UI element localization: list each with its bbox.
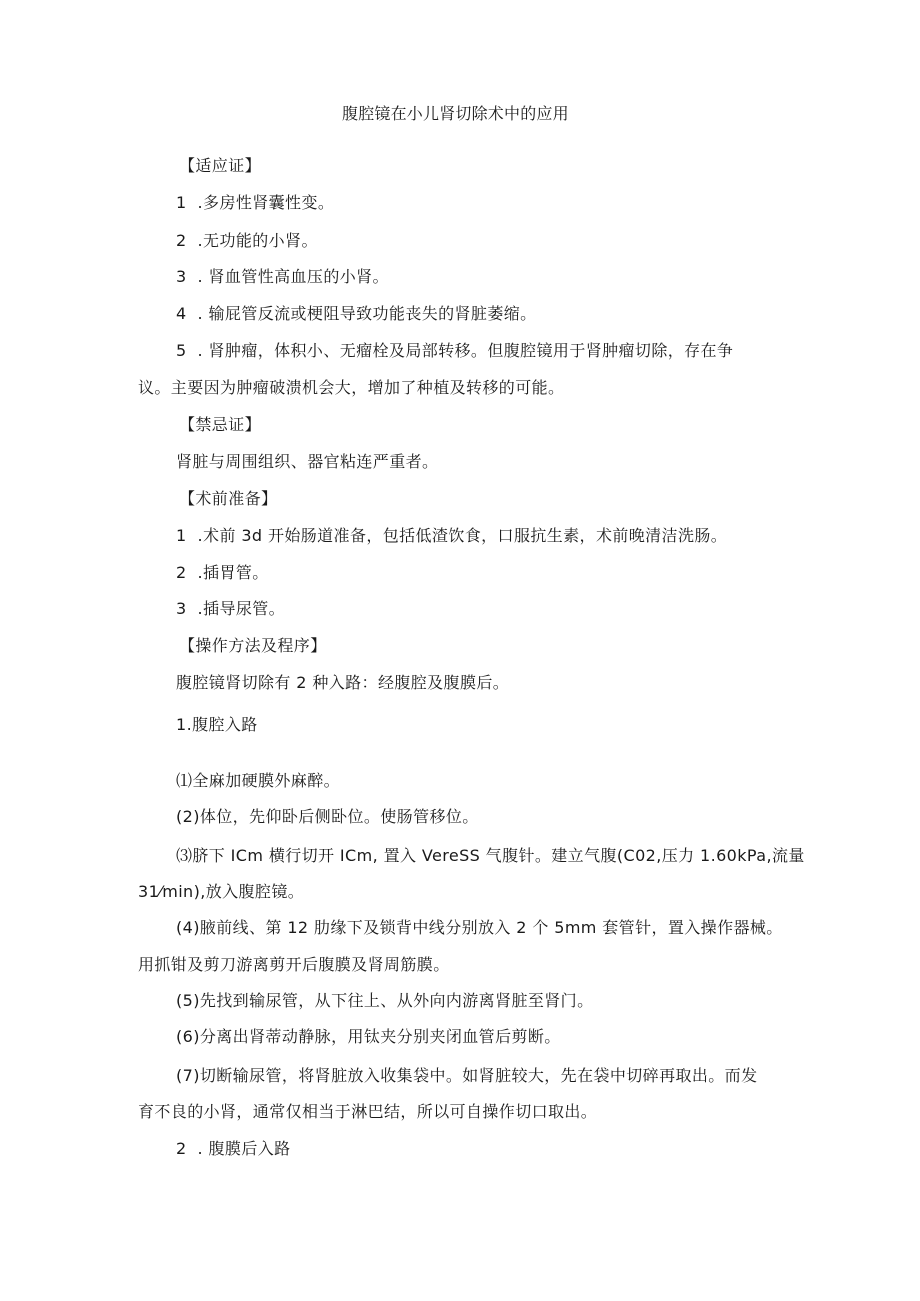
preop-item: 2 .插胃管。 bbox=[176, 563, 269, 582]
procedure-step: ⑴全麻加硬膜外麻醉。 bbox=[176, 771, 341, 790]
procedure-step: (2)体位，先仰卧后侧卧位。使肠管移位。 bbox=[176, 807, 479, 826]
procedure-step-continued: 31⁄min),放入腹腔镜。 bbox=[138, 882, 305, 901]
indication-item: 3 . 肾血管性高血压的小肾。 bbox=[176, 267, 389, 286]
preop-item: 1 .术前 3d 开始肠道准备，包括低渣饮食，口服抗生素，术前晚清洁洗肠。 bbox=[176, 526, 728, 545]
indication-item: 5 . 肾肿瘤，体积小、无瘤栓及局部转移。但腹腔镜用于肾肿瘤切除，存在争 bbox=[176, 341, 734, 360]
contraindications-heading: 【禁忌证】 bbox=[179, 415, 262, 434]
procedure-step: ⑶脐下 ICm 横行切开 ICm, 置入 VereSS 气腹针。建立气腹(C02,压力 1.60kPa,流量 bbox=[176, 846, 805, 865]
preop-item: 3 .插导尿管。 bbox=[176, 599, 286, 618]
procedure-heading: 【操作方法及程序】 bbox=[179, 636, 327, 655]
procedure-intro: 腹腔镜肾切除有 2 种入路：经腹腔及腹膜后。 bbox=[176, 673, 510, 692]
procedure-step-continued: 育不良的小肾，通常仅相当于淋巴结，所以可自操作切口取出。 bbox=[138, 1102, 598, 1121]
indications-heading: 【适应证】 bbox=[179, 156, 262, 175]
indication-item: 1 .多房性肾囊性变。 bbox=[176, 193, 335, 212]
procedure-step: (5)先找到输尿管，从下往上、从外向内游离肾脏至肾门。 bbox=[176, 991, 594, 1010]
procedure-step: (7)切断输尿管，将肾脏放入收集袋中。如肾脏较大，先在袋中切碎再取出。而发 bbox=[176, 1066, 758, 1085]
indication-item: 4 . 输屁管反流或梗阻导致功能丧失的肾脏萎缩。 bbox=[176, 304, 537, 323]
indication-item: 2 .无功能的小肾。 bbox=[176, 231, 318, 250]
contraindications-text: 肾脏与周围组织、器官粘连严重者。 bbox=[176, 452, 439, 471]
indication-item-continued: 议。主要因为肿瘤破溃机会大，增加了种植及转移的可能。 bbox=[138, 378, 565, 397]
page-title: 腹腔镜在小儿肾切除术中的应用 bbox=[342, 104, 569, 123]
preop-heading: 【术前准备】 bbox=[179, 489, 278, 508]
procedure-step: (4)腋前线、第 12 肋缘下及锁背中线分别放入 2 个 5mm 套管针，置入操作器械。 bbox=[176, 918, 783, 937]
route-heading: 1.腹腔入路 bbox=[176, 715, 258, 734]
procedure-step: (6)分离出肾蒂动静脉，用钛夹分别夹闭血管后剪断。 bbox=[176, 1027, 561, 1046]
procedure-step-continued: 用抓钳及剪刀游离剪开后腹膜及肾周筋膜。 bbox=[138, 955, 450, 974]
route-heading: 2 . 腹膜后入路 bbox=[176, 1139, 291, 1158]
